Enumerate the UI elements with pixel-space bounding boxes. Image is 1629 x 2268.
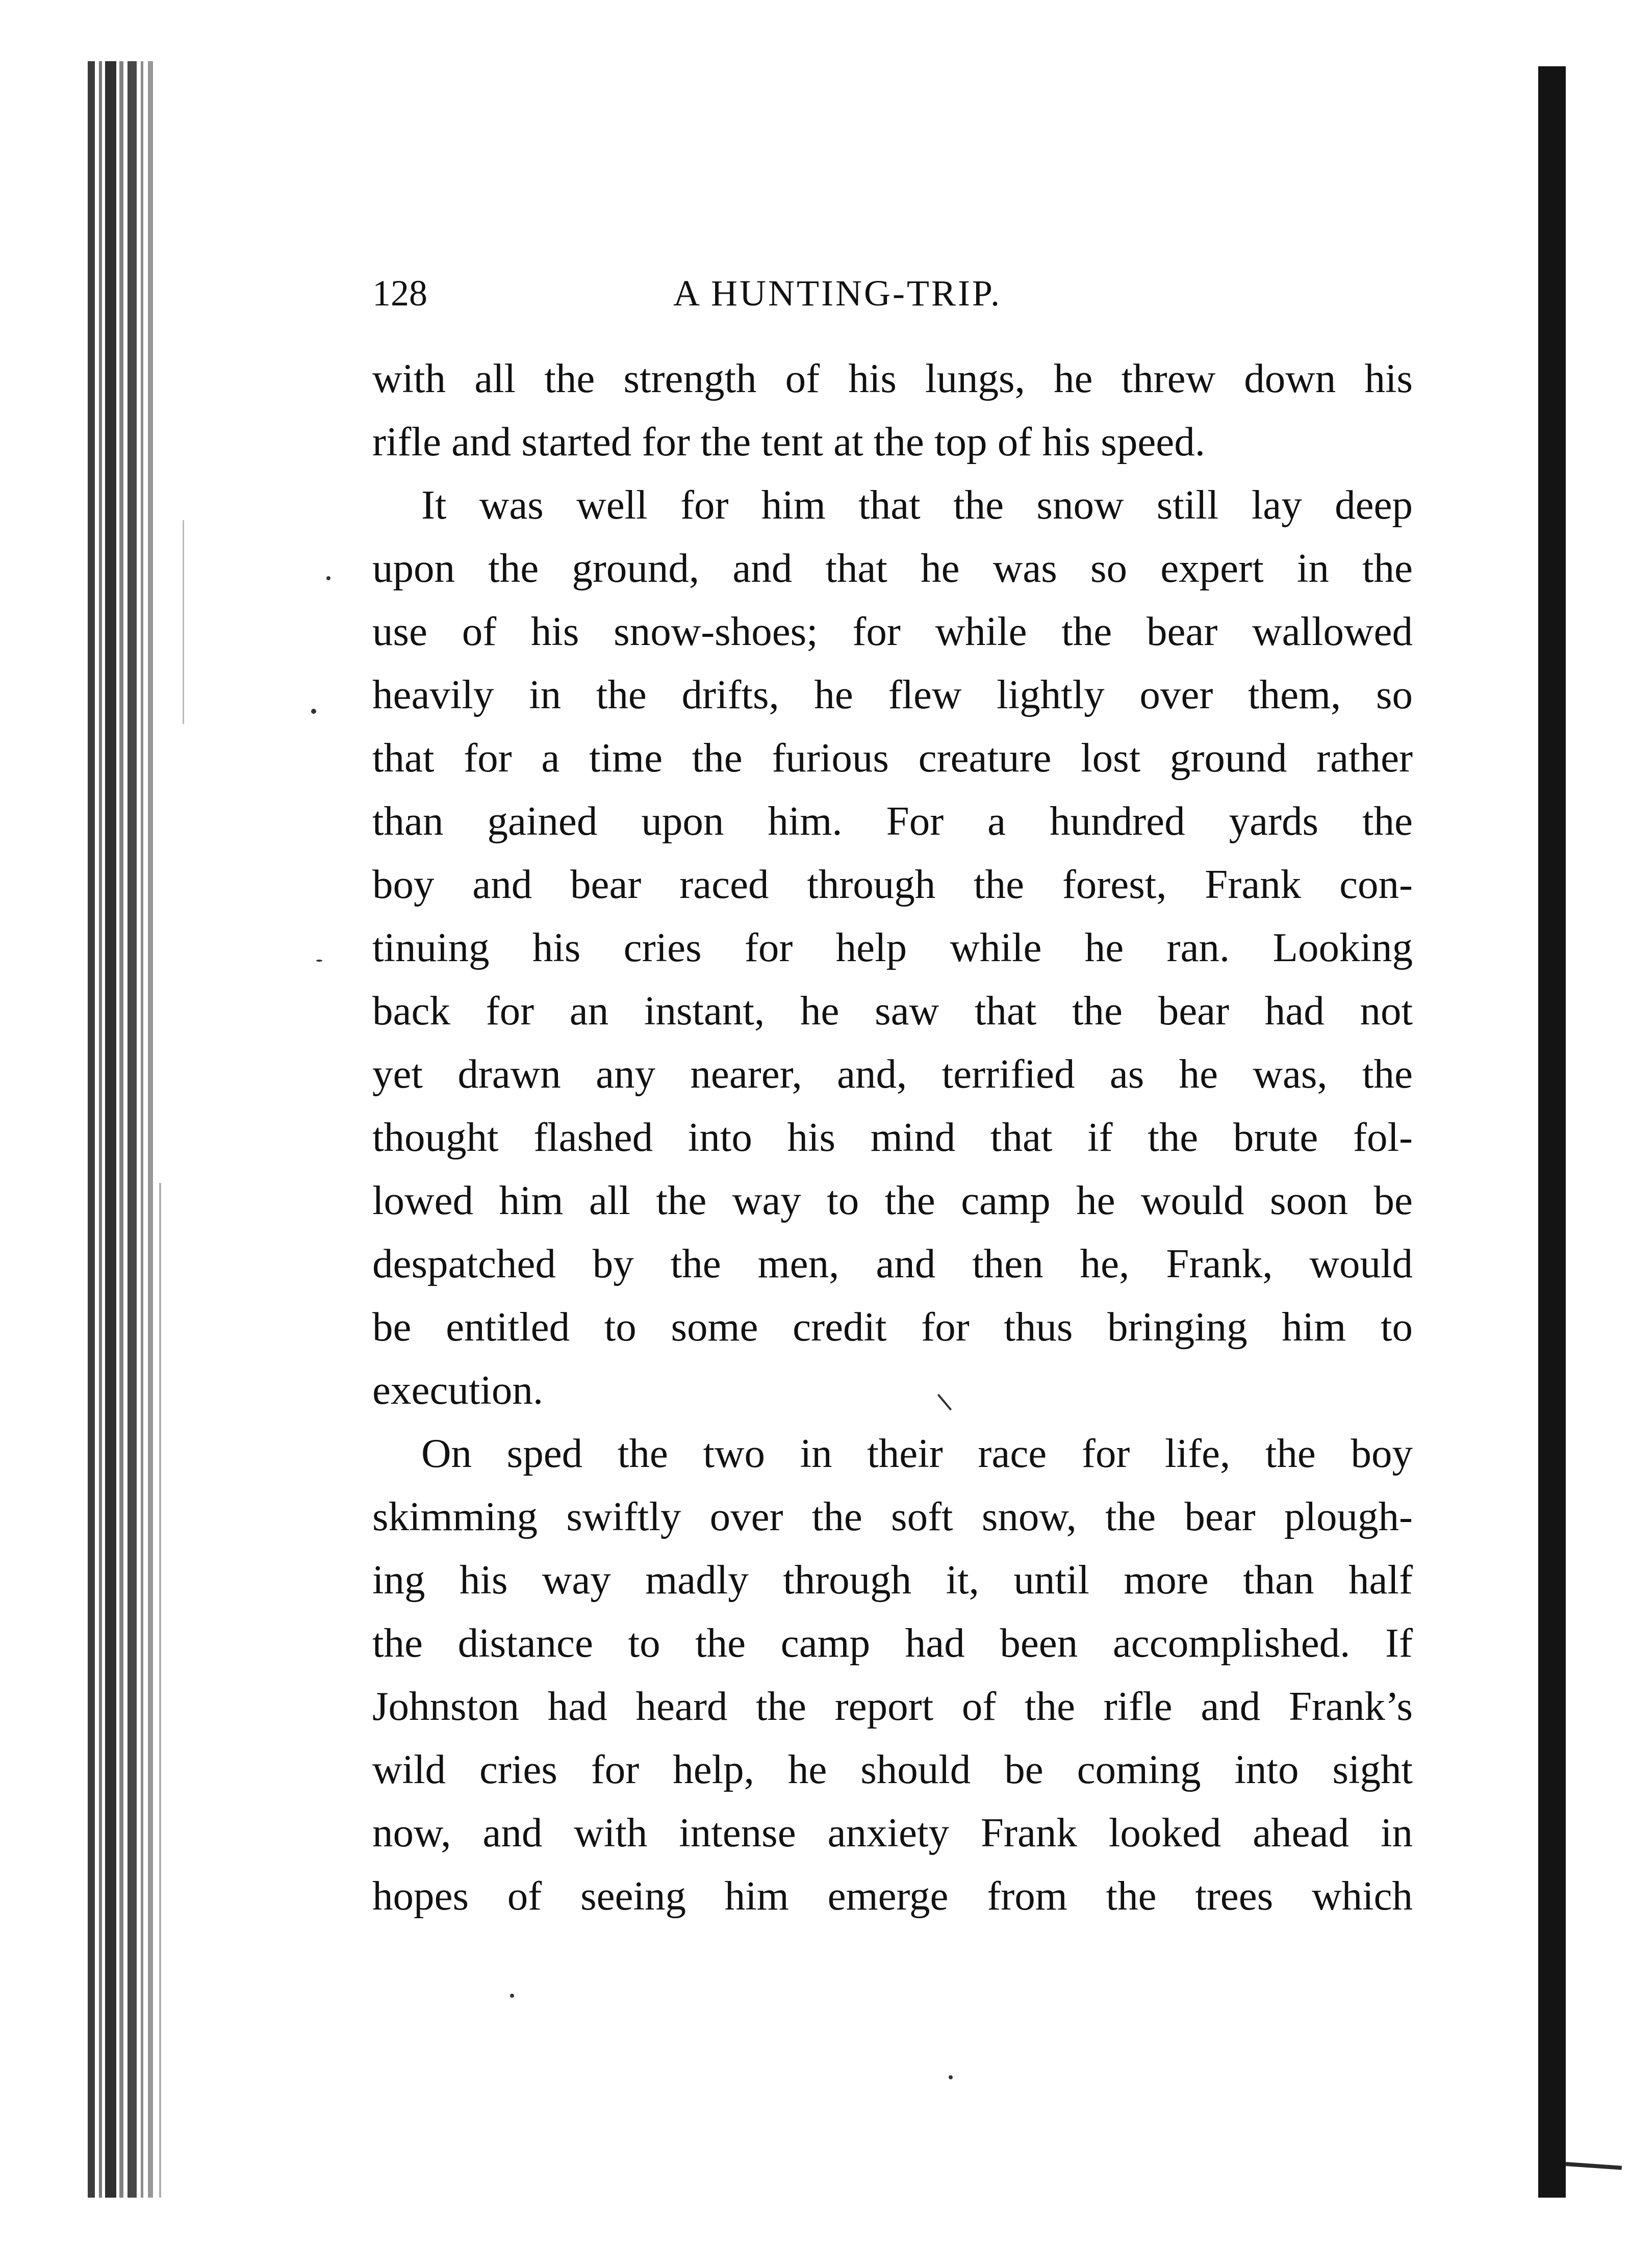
text-line: despatched by the men, and then he, Frank, would [372, 1241, 1413, 1286]
text-line: upon the ground, and that he was so expert in the [372, 545, 1413, 591]
text-line: yet drawn any nearer, and, terrified as he was, the [372, 1051, 1413, 1097]
text-line: thought flashed into his mind that if the brute fol- [372, 1114, 1413, 1160]
running-header [372, 265, 1097, 321]
text-line: back for an instant, he saw that the bear had not [372, 988, 1413, 1034]
page-number: 128 [372, 273, 427, 314]
text-line: with all the strength of his lungs, he threw down his [372, 355, 1413, 401]
text-line: than gained upon him. For a hundred yards the [372, 798, 1413, 844]
text-line: now, and with intense anxiety Frank looked ahead in [372, 1810, 1413, 1855]
text-line: execution. [372, 1367, 544, 1413]
text-line: ing his way madly through it, until more than half [372, 1557, 1413, 1603]
page-binding-edge [88, 61, 195, 2198]
text-line: boy and bear raced through the forest, Frank con- [372, 861, 1413, 907]
text-line: be entitled to some credit for thus bringing him to [372, 1304, 1413, 1350]
text-line: Johnston had heard the report of the rifle and Frank’s [372, 1683, 1413, 1729]
page-spine-edge [1538, 66, 1566, 2198]
text-line: tinuing his cries for help while he ran. Looking [372, 924, 1413, 970]
paragraph-3 [372, 1422, 1413, 1927]
text-line: It was well for him that the snow still lay deep [421, 482, 1413, 528]
text-line: wild cries for help, he should be coming into sight [372, 1746, 1413, 1792]
running-title: A HUNTING-TRIP. [673, 273, 1002, 314]
text-line: rifle and started for the tent at the top of his speed. [372, 419, 1205, 465]
text-line: the distance to the camp had been accomplished. If [372, 1620, 1413, 1666]
paragraph-2 [372, 473, 1413, 1422]
text-line: that for a time the furious creature lost ground rather [372, 735, 1413, 781]
text-line: use of his snow-shoes; for while the bear wallowed [372, 608, 1413, 654]
text-line: hopes of seeing him emerge from the trees which [372, 1873, 1413, 1919]
text-line: On sped the two in their race for life, the boy [421, 1430, 1413, 1476]
text-line: skimming swiftly over the soft snow, the bear plough- [372, 1493, 1413, 1539]
spine-edge-mark [1566, 2162, 1622, 2170]
body-text [372, 347, 1413, 1927]
paragraph-1 [372, 347, 1413, 473]
text-line: lowed him all the way to the camp he would soon be [372, 1177, 1413, 1223]
text-line: heavily in the drifts, he flew lightly over them, so [372, 672, 1413, 717]
